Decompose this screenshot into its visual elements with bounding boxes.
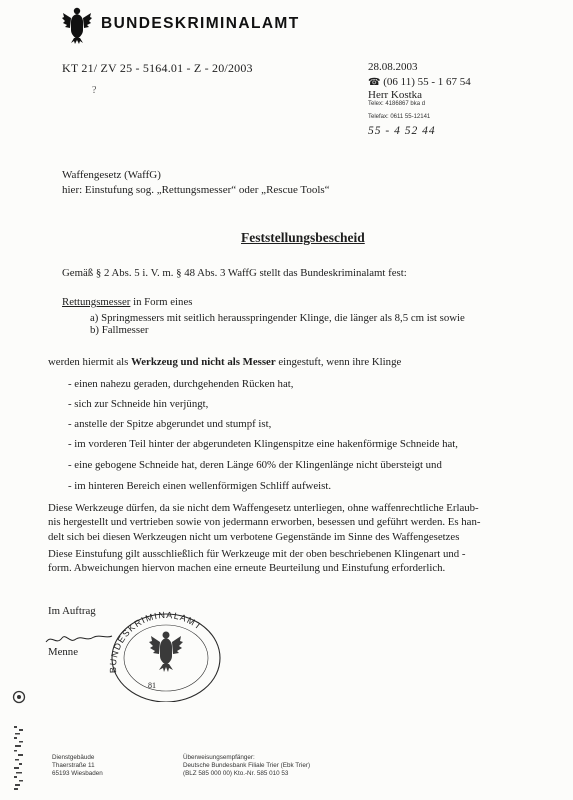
footer-address bbox=[52, 754, 103, 779]
list-item: b) Fallmesser bbox=[90, 324, 149, 336]
paragraph-line: Diese Werkzeuge dürfen, da sie nicht dem Waffengesetz unterliegen, ohne waffenrechtliche Erlaub- bbox=[48, 502, 479, 514]
telephone-icon: ☎ bbox=[368, 77, 381, 88]
telefax-number: Telefax: 0611 55-12141 bbox=[368, 114, 431, 120]
footer-bank-line: Überweisungsempfänger: bbox=[183, 754, 255, 761]
stamp-number: 81 bbox=[148, 681, 156, 690]
recycling-symbol-icon bbox=[12, 690, 26, 704]
letter-date: 28.08.2003 bbox=[368, 61, 418, 73]
rescue-knife-term: Rettungsmesser bbox=[62, 296, 131, 308]
signature-label: Im Auftrag bbox=[48, 605, 96, 617]
phone-line bbox=[368, 76, 471, 88]
condition-item: - eine gebogene Schneide hat, deren Länge 60% der Klingenlänge nicht übersteigt und bbox=[68, 459, 442, 471]
phone-number: (06 11) 55 - 1 67 54 bbox=[383, 76, 471, 88]
condition-item: - anstelle der Spitze abgerundet und stumpf ist, bbox=[68, 418, 272, 430]
telex-number: Telex: 4186867 bka d bbox=[368, 101, 426, 107]
footer-bank bbox=[183, 754, 310, 779]
document-heading: Feststellungsbescheid bbox=[241, 230, 365, 245]
footer-address-line: Dienstgebäude bbox=[52, 754, 95, 761]
condition-item: - im hinteren Bereich einen wellenförmigen Schliff aufweist. bbox=[68, 480, 332, 492]
paragraph-line: nis hergestellt und vertrieben sowie von jedermann erworben, besessen und geführt werden. Es han- bbox=[48, 516, 481, 528]
declaration-pre: werden hiermit als bbox=[48, 356, 132, 368]
official-seal-stamp bbox=[104, 606, 228, 702]
declaration-line bbox=[48, 356, 401, 368]
footer-address-line: Thaerstraße 11 bbox=[52, 762, 95, 770]
list-item: a) Springmessers mit seitlich herausspringender Klinge, die länger als 8,5 cm ist sowie bbox=[90, 312, 465, 324]
intro-line: Gemäß § 2 Abs. 5 i. V. m. § 48 Abs. 3 WaffG stellt das Bundeskriminalamt fest: bbox=[62, 267, 407, 279]
svg-text:BUNDESKRIMINALAMT: BUNDESKRIMINALAMT bbox=[107, 609, 205, 674]
federal-eagle-icon bbox=[62, 6, 92, 44]
handwritten-number: 55 - 4 52 44 bbox=[368, 125, 436, 137]
signature-name: Menne bbox=[48, 646, 78, 658]
rescue-knife-line bbox=[62, 296, 192, 308]
subject-line-1: Waffengesetz (WaffG) bbox=[62, 169, 161, 181]
condition-item: - im vorderen Teil hinter der abgerundeten Klingenspitze eine hakenförmige Schneide hat, bbox=[68, 438, 458, 450]
footer-bank-line: Deutsche Bundesbank Filiale Trier (Ebk Trier) bbox=[183, 762, 311, 770]
paragraph-line: delt sich bei diesen Werkzeugen nicht um verbotene Gegenstände im Sinne des Waffengesetzes bbox=[48, 531, 460, 543]
contact-person: Herr Kostka bbox=[368, 89, 423, 101]
rescue-knife-rest: in Form eines bbox=[130, 296, 193, 308]
handwritten-tick: ? bbox=[92, 85, 97, 96]
declaration-bold: Werkzeug und nicht als Messer bbox=[131, 356, 276, 368]
organization-name: BUNDESKRIMINALAMT bbox=[101, 15, 300, 32]
margin-barcode bbox=[13, 726, 25, 792]
paragraph-line: form. Abweichungen hiervon machen eine erneute Beurteilung und Einstufung erforderlich. bbox=[48, 562, 446, 574]
declaration-post: eingestuft, wenn ihre Klinge bbox=[275, 356, 402, 368]
reference-number: KT 21/ ZV 25 - 5164.01 - Z - 20/2003 bbox=[62, 61, 253, 75]
condition-item: - sich zur Schneide hin verjüngt, bbox=[68, 398, 209, 410]
paragraph-line: Diese Einstufung gilt ausschließlich für Werkzeuge mit der oben beschriebenen Klingenart und - bbox=[48, 548, 466, 560]
condition-item: - einen nahezu geraden, durchgehenden Rücken hat, bbox=[68, 378, 294, 390]
footer-address-line: 65193 Wiesbaden bbox=[52, 770, 103, 778]
footer-bank-line: (BLZ 585 000 00) Kto.-Nr. 585 010 53 bbox=[183, 770, 289, 778]
subject-line-2: hier: Einstufung sog. „Rettungsmesser“ oder „Rescue Tools“ bbox=[62, 184, 330, 196]
